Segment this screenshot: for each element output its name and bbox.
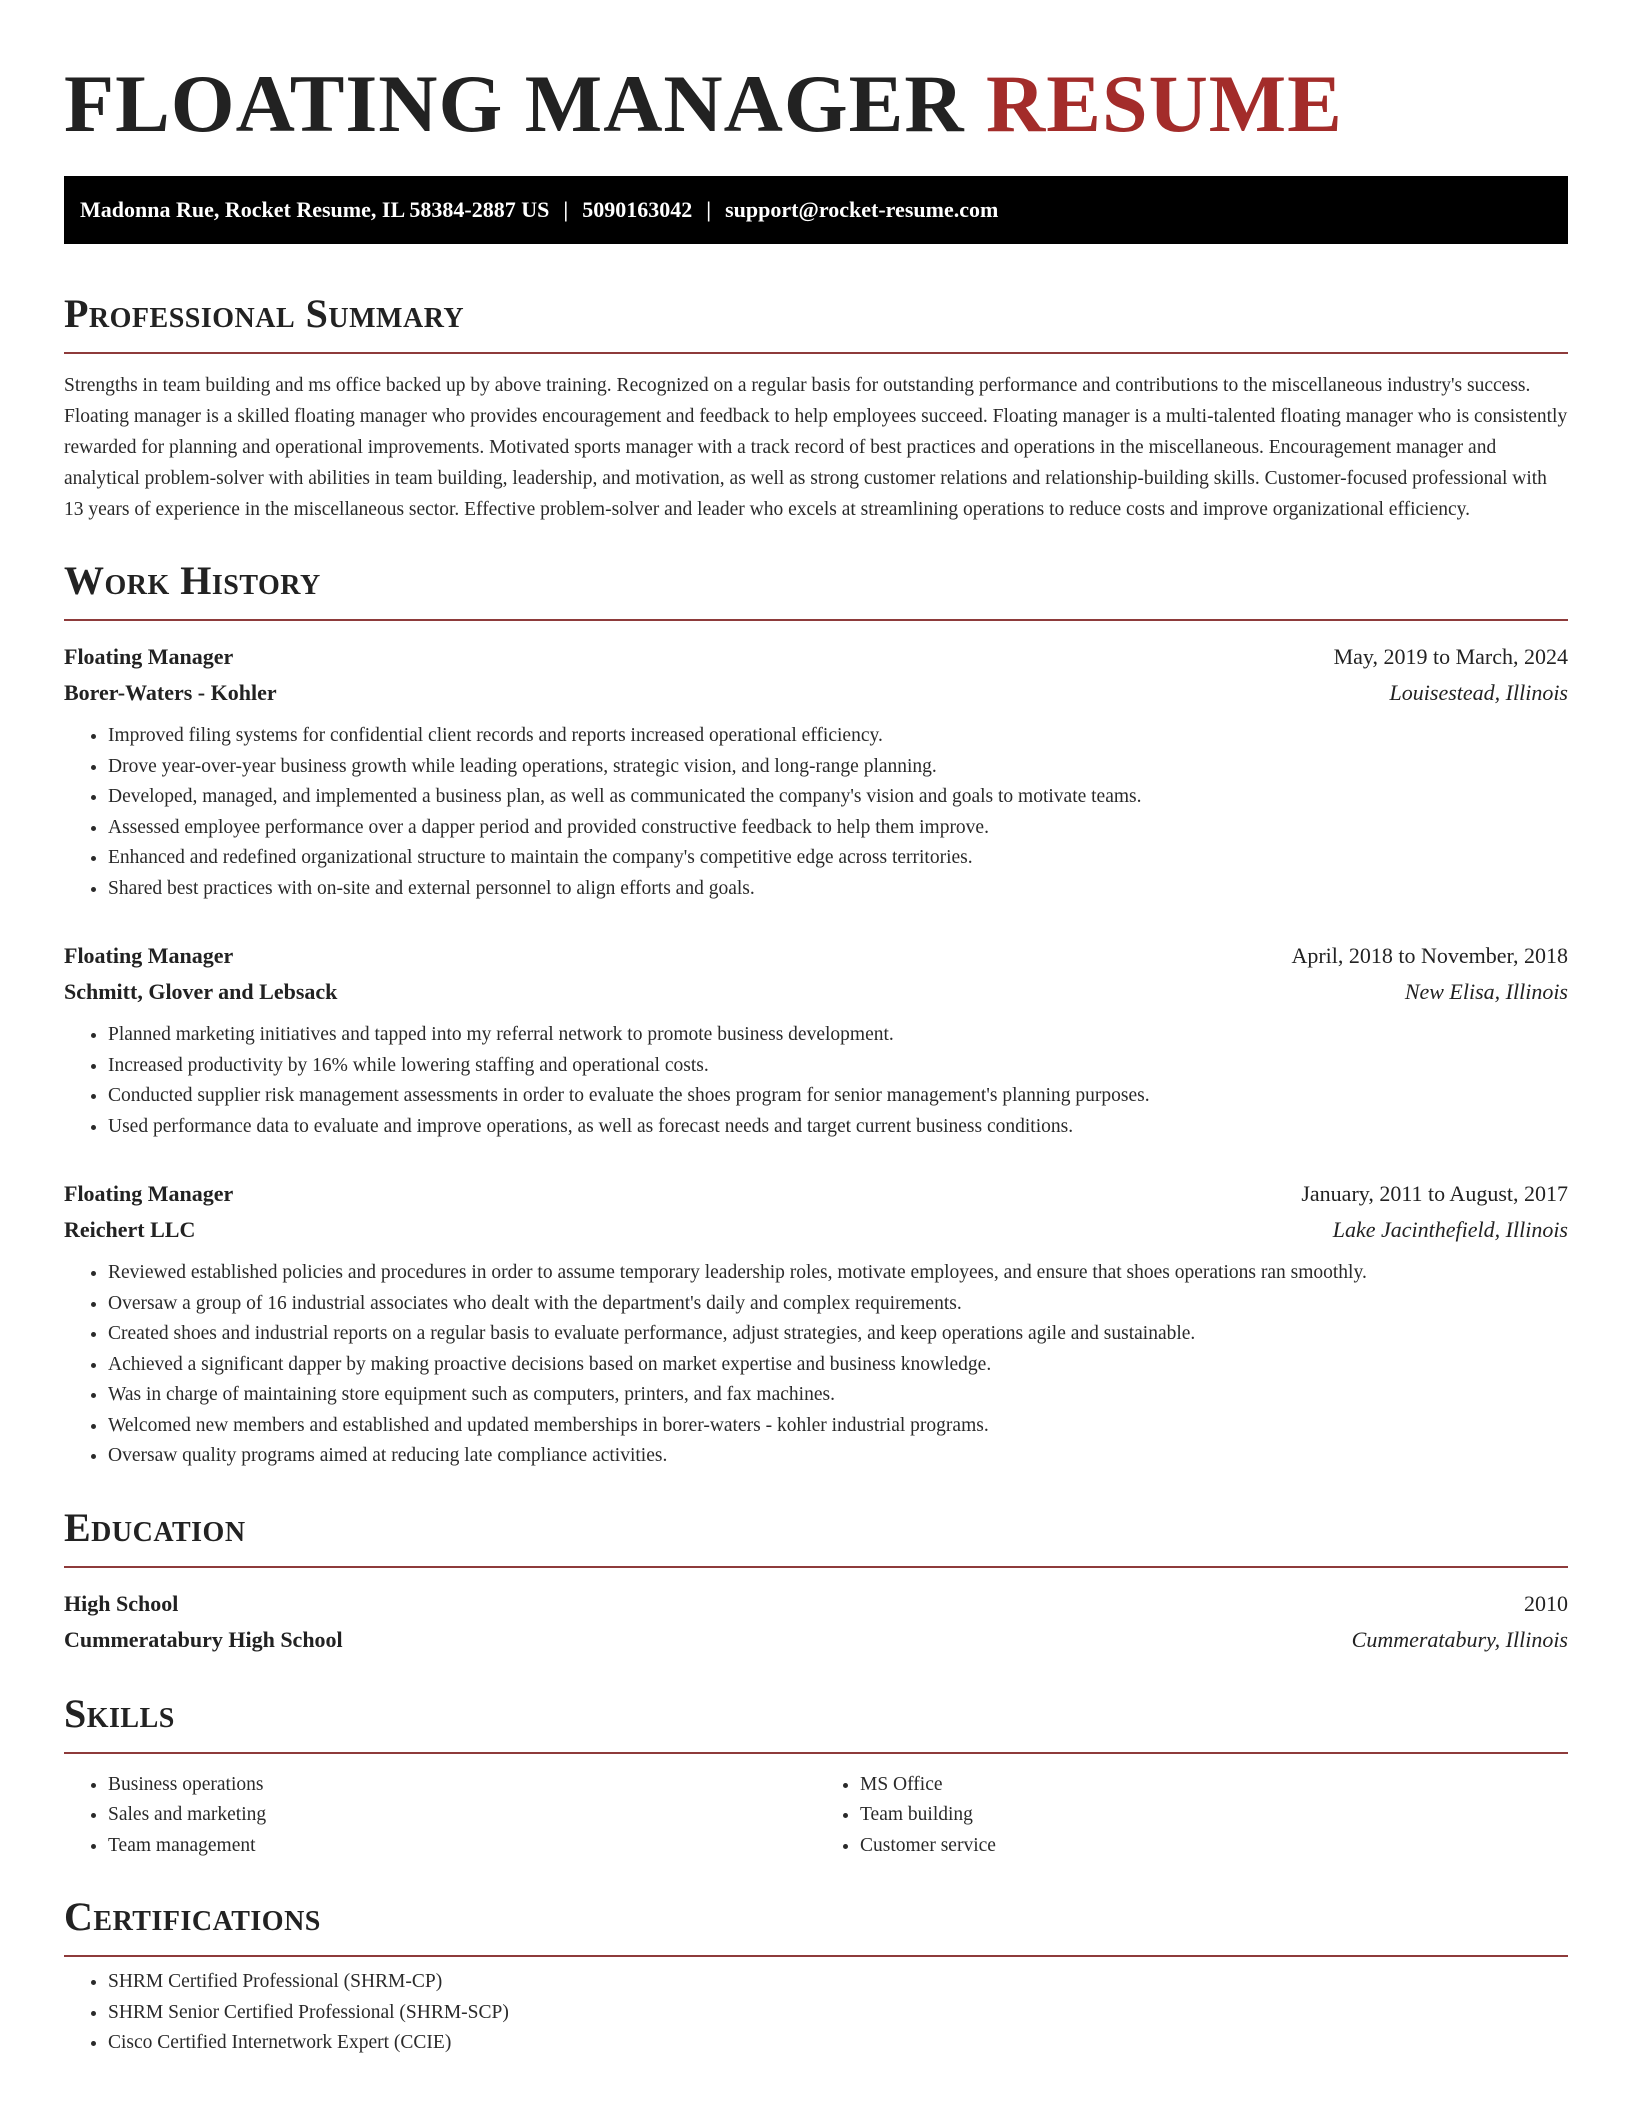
job-company: Borer-Waters - Kohler	[64, 680, 277, 705]
job-company: Schmitt, Glover and Lebsack	[64, 979, 338, 1004]
list-item: • SHRM Senior Certified Professional (SHRM-SCP)	[108, 1998, 1568, 2029]
job-header-row	[64, 639, 1568, 675]
job-header-row	[64, 938, 1568, 974]
summary-text: Strengths in team building and ms office backed up by above training. Recognized on a regular basis for outstanding performance and contributions to the miscellaneous industry's success. Floating manager is a skilled floating manager who provides encouragement and feedback to help employees succeed. Floating manager is a multi-talented floating manager who is consistently rewarded for planning and operational improvements. Motivated sports manager with a track record of best practices and operations in the miscellaneous. Encouragement manager and analytical problem-solver with abilities in team building, leadership, and motivation, as well as strong customer relations and relationship-building skills. Customer-focused professional with 13 years of experience in the miscellaneous sector. Effective problem-solver and leader who excels at streamlining operations to reduce costs and improve organizational efficiency.	[64, 375, 1568, 520]
skills-left-column	[64, 1770, 816, 1862]
skills-heading: Skills	[64, 1690, 175, 1736]
job-location: Lake Jacinthefield, Illinois	[1332, 1217, 1568, 1242]
list-item: • Developed, managed, and implemented a business plan, as well as communicated the company's vision and goals to motivate teams.	[108, 782, 1568, 813]
resume-title	[64, 0, 1568, 150]
contact-bar	[64, 176, 1568, 244]
work-history-heading: Work History	[64, 558, 321, 603]
section-divider	[64, 352, 1568, 354]
job-company: Reichert LLC	[64, 1217, 196, 1242]
contact-separator: |	[563, 197, 569, 222]
section-divider	[64, 619, 1568, 621]
skills-right-column	[816, 1770, 1568, 1862]
list-item: • Team building	[860, 1800, 1568, 1831]
job-dates: January, 2011 to August, 2017	[1301, 1181, 1568, 1206]
section-divider	[64, 1955, 1568, 1957]
job-location: Louisestead, Illinois	[1389, 680, 1568, 705]
list-item: • Drove year-over-year business growth while leading operations, strategic vision, and long-range planning.	[108, 752, 1568, 783]
job-bullets	[64, 1020, 1568, 1142]
list-item: • Conducted supplier risk management assessments in order to evaluate the shoes program for senior management's planning purposes.	[108, 1081, 1568, 1112]
list-item: • Reviewed established policies and procedures in order to assume temporary leadership roles, motivate employees, and ensure that shoes operations ran smoothly.	[108, 1258, 1568, 1289]
contact-separator: |	[706, 197, 712, 222]
list-item: • Welcomed new members and established and updated memberships in borer-waters - kohler industrial programs.	[108, 1411, 1568, 1442]
job-bullets	[64, 721, 1568, 904]
list-item: • Achieved a significant dapper by making proactive decisions based on market expertise and business knowledge.	[108, 1350, 1568, 1381]
education-location: Cummeratabury, Illinois	[1351, 1626, 1568, 1652]
contact-phone: 5090163042	[582, 197, 693, 222]
job-title: Floating Manager	[64, 943, 234, 968]
certifications-list	[64, 1967, 1568, 2059]
education-degree-row	[64, 1586, 1568, 1622]
job-header-row	[64, 1176, 1568, 1212]
job-title: Floating Manager	[64, 644, 234, 669]
list-item: • Enhanced and redefined organizational structure to maintain the company's competitive edge across territories.	[108, 843, 1568, 874]
section-divider	[64, 1752, 1568, 1754]
title-main: FLOATING MANAGER	[64, 58, 965, 149]
job-bullets	[64, 1258, 1568, 1472]
job-title: Floating Manager	[64, 1181, 234, 1206]
skills-grid	[64, 1770, 1568, 1862]
list-item: • Used performance data to evaluate and improve operations, as well as forecast needs and target current business conditions.	[108, 1112, 1568, 1143]
contact-address: Madonna Rue, Rocket Resume, IL 58384-2887 US	[80, 197, 550, 222]
list-item: • Increased productivity by 16% while lowering staffing and operational costs.	[108, 1051, 1568, 1082]
education-year: 2010	[1524, 1590, 1568, 1616]
list-item: • MS Office	[860, 1770, 1568, 1801]
education-heading: Education	[64, 1504, 246, 1550]
list-item: • Business operations	[108, 1770, 816, 1801]
education-school-row	[64, 1622, 1568, 1658]
job-company-row	[64, 974, 1568, 1010]
skills-section	[64, 1690, 1568, 1862]
summary-heading: Professional Summary	[64, 291, 465, 336]
list-item: • Oversaw a group of 16 industrial associates who dealt with the department's daily and complex requirements.	[108, 1289, 1568, 1320]
job-entry	[64, 938, 1568, 1142]
list-item: • Customer service	[860, 1831, 1568, 1862]
job-company-row	[64, 675, 1568, 711]
section-divider	[64, 1566, 1568, 1568]
education-degree: High School	[64, 1590, 179, 1616]
job-dates: April, 2018 to November, 2018	[1291, 943, 1568, 968]
job-entry	[64, 1176, 1568, 1472]
work-history-section	[64, 557, 1568, 1472]
education-section	[64, 1504, 1568, 1658]
contact-email: support@rocket-resume.com	[725, 197, 999, 222]
job-entry	[64, 639, 1568, 904]
list-item: • Sales and marketing	[108, 1800, 816, 1831]
list-item: • Team management	[108, 1831, 816, 1862]
education-entry	[64, 1586, 1568, 1658]
list-item: • SHRM Certified Professional (SHRM-CP)	[108, 1967, 1568, 1998]
list-item: • Assessed employee performance over a dapper period and provided constructive feedback to help them improve.	[108, 813, 1568, 844]
list-item: • Cisco Certified Internetwork Expert (CCIE)	[108, 2028, 1568, 2059]
job-company-row	[64, 1212, 1568, 1248]
list-item: • Oversaw quality programs aimed at reducing late compliance activities.	[108, 1441, 1568, 1472]
certifications-section	[64, 1893, 1568, 2059]
list-item: • Planned marketing initiatives and tapped into my referral network to promote business development.	[108, 1020, 1568, 1051]
summary-section	[64, 290, 1568, 525]
certifications-heading: Certifications	[64, 1894, 321, 1939]
list-item: • Was in charge of maintaining store equipment such as computers, printers, and fax machines.	[108, 1380, 1568, 1411]
list-item: • Created shoes and industrial reports on a regular basis to evaluate performance, adjust strategies, and keep operations agile and sustainable.	[108, 1319, 1568, 1350]
title-accent: RESUME	[986, 58, 1343, 149]
list-item: • Improved filing systems for confidential client records and reports increased operational efficiency.	[108, 721, 1568, 752]
job-dates: May, 2019 to March, 2024	[1333, 644, 1568, 669]
education-school: Cummeratabury High School	[64, 1626, 343, 1652]
job-location: New Elisa, Illinois	[1404, 979, 1568, 1004]
list-item: • Shared best practices with on-site and external personnel to align efforts and goals.	[108, 874, 1568, 905]
